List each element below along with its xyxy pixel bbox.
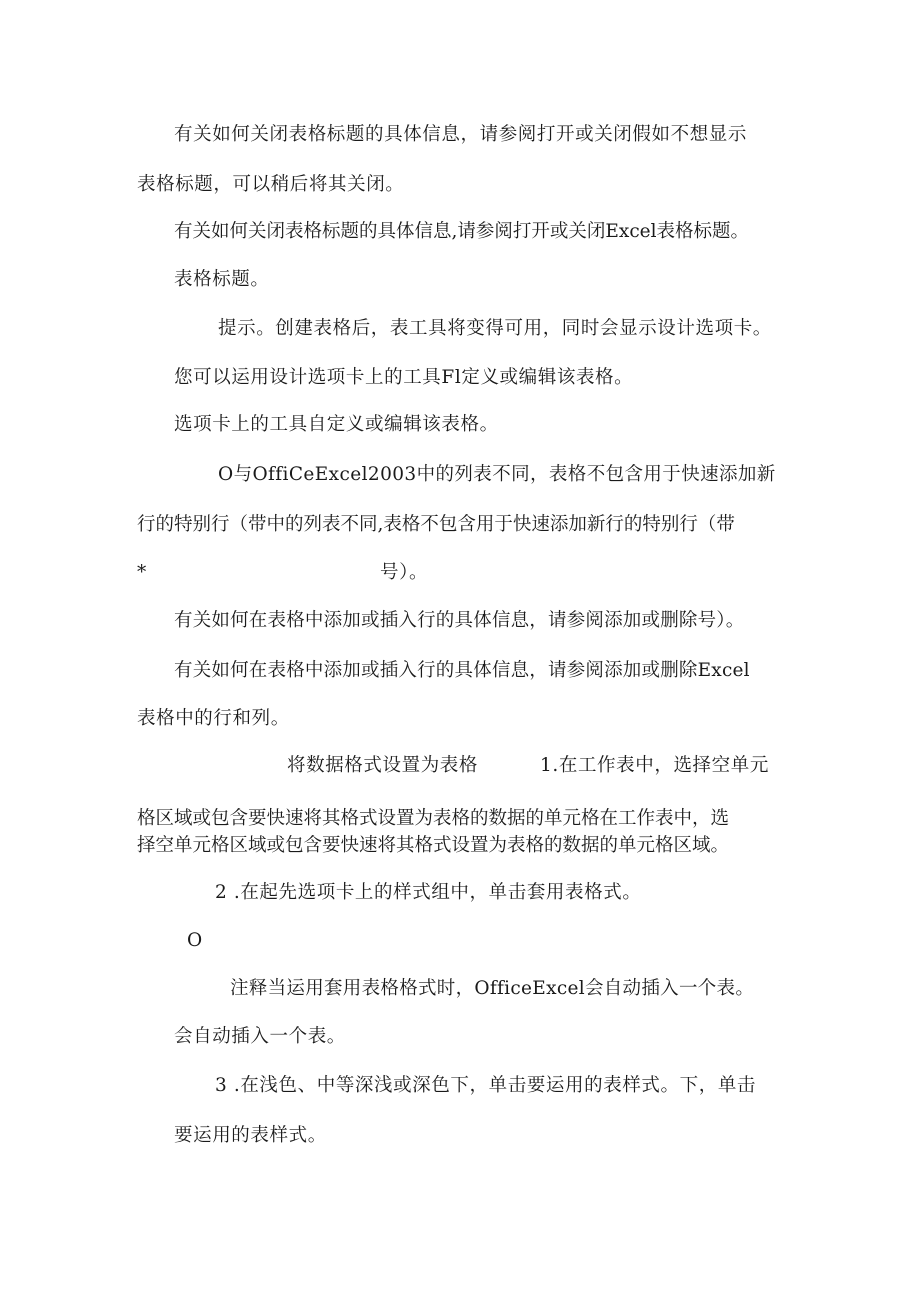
text-line-asterisk: *: [137, 562, 147, 583]
text-line-12: 有关如何在表格中添加或插入行的具体信息，请参阅添加或删除Excel: [174, 660, 750, 681]
text-line-14: 1.在工作表中，选择空单元: [540, 755, 769, 776]
text-line-22: 要运用的表样式。: [174, 1125, 327, 1146]
text-line-15: 格区域或包含要快速将其格式设置为表格的数据的单元格在工作表中，选: [137, 808, 730, 829]
text-line-4: 表格标题。: [174, 269, 270, 290]
text-line-20: 会自动插入一个表。: [174, 1026, 346, 1047]
text-line-5: 提示。创建表格后，表工具将变得可用，同时会显示设计选项卡。: [218, 318, 772, 339]
text-line-1: 有关如何关闭表格标题的具体信息，请参阅打开或关闭假如不想显示: [174, 124, 748, 145]
text-line-8: O与OffiCeExcel2003中的列表不同，表格不包含用于快速添加新: [218, 464, 776, 485]
text-line-3: 有关如何关闭表格标题的具体信息,请参阅打开或关闭Excel表格标题。: [174, 221, 750, 242]
text-line-7: 选项卡上的工具自定义或编辑该表格。: [174, 414, 499, 435]
text-line-6: 您可以运用设计选项卡上的工具Fl定义或编辑该表格。: [174, 367, 634, 388]
text-line-16: 择空单元格区域或包含要快速将其格式设置为表格的数据的单元格区域。: [137, 835, 730, 856]
section-heading: 将数据格式设置为表格: [287, 755, 479, 776]
text-line-10: 号）。: [380, 562, 429, 583]
text-line-21: 3 .在浅色、中等深浅或深色下，单击要运用的表样式。下，单击: [215, 1075, 757, 1096]
text-line-13: 表格中的行和列。: [137, 708, 290, 729]
text-line-17: 2 .在起先选项卡上的样式组中，单击套用表格式。: [215, 882, 642, 903]
text-line-9: 行的特别行（带中的列表不同,表格不包含用于快速添加新行的特别行（带: [137, 514, 735, 535]
text-line-18: O: [187, 930, 203, 951]
text-line-19: 注释当运用套用表格格式时，OfficeExcel会自动插入一个表。: [230, 978, 755, 999]
text-line-11: 有关如何在表格中添加或插入行的具体信息，请参阅添加或删除号）。: [174, 610, 745, 631]
text-line-2: 表格标题，可以稍后将其关闭。: [137, 174, 405, 195]
